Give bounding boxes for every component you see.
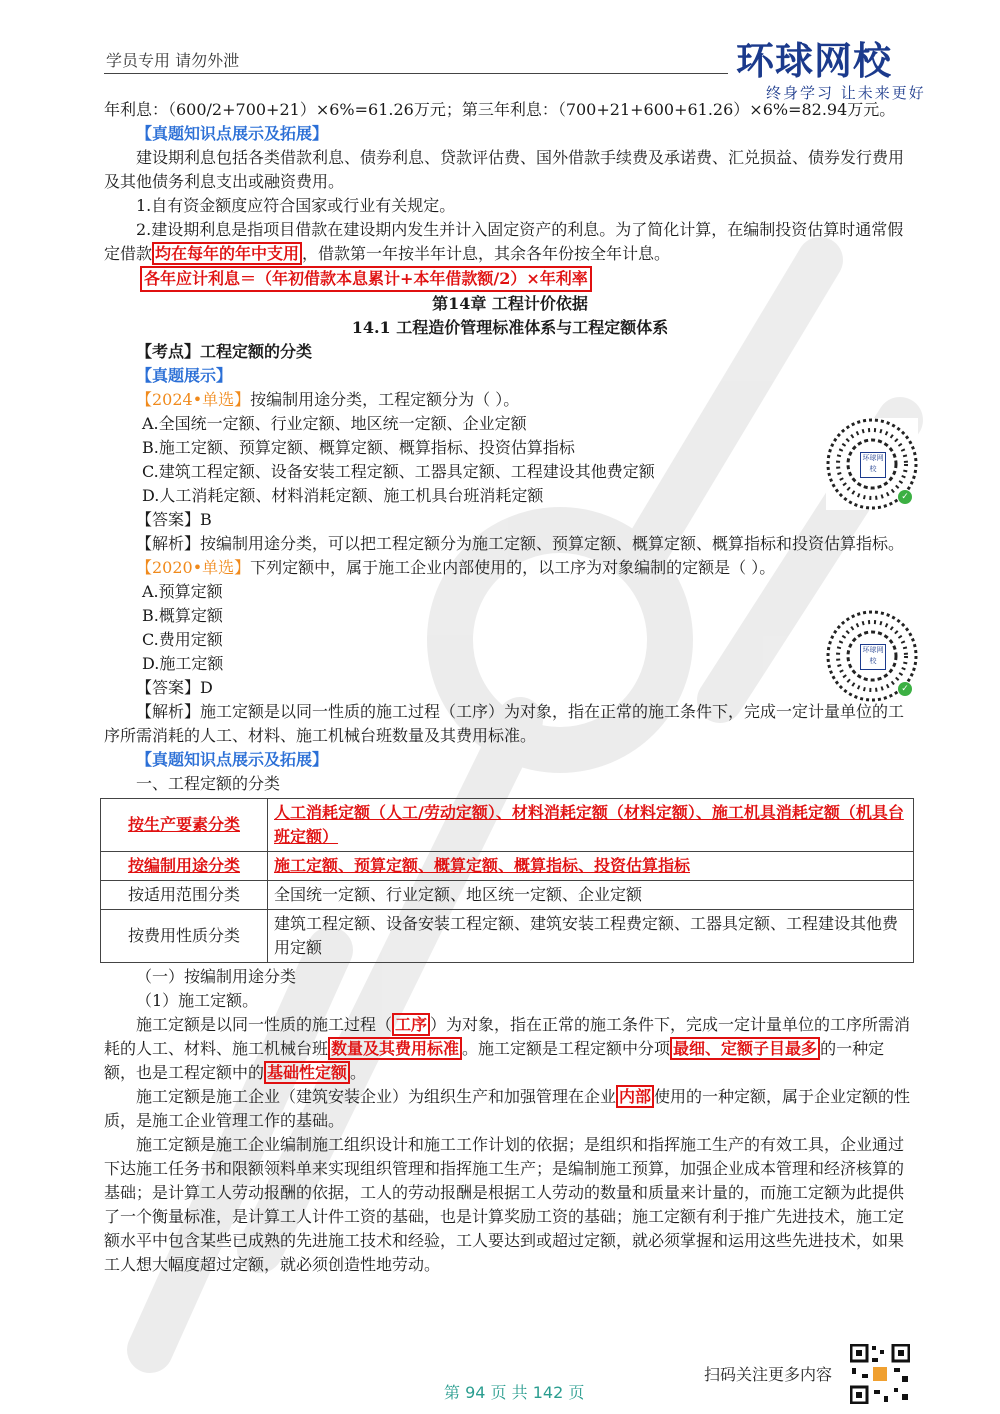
mini-program-icon: ✓ [898,490,912,504]
q1-option-a: A.全国统一定额、行业定额、地区统一定额、企业定额 [142,414,527,433]
q2-option-c: C.费用定额 [142,630,223,649]
qr-logo: 环球网校 [860,644,886,670]
paragraph-functions: 施工定额是施工企业编制施工组织设计和施工工作计划的依据；是组织和指挥施工生产的有效工具，企业通过下达施工任务书和限额领料单来实现组织管理和指挥施工生产；是编制施工预算，加强企业成本管理和经济核算的基础；是计算工人劳动报酬的依据，工人的劳动报酬是根据工人劳动的数量和质量来计量的，而施工定额为此提供了一个衡量标准，是计算工人计件工资的基础，也是计算奖励工资的基础；施工定额有利于推广先进技术，施工定额水平中包含某些已成熟的先进施工技术和经验，工人要达到或超过定额，就必须掌握和运用这些先进技术，如果工人想大幅度超过定额，就必须创造性地劳动。 [104,1135,905,1274]
brand-slogan: 终身学习 让未来更好 [766,84,926,102]
table-cell-key: 按适用范围分类 [101,881,268,910]
highlight-finest: 最细、定额子目最多 [670,1037,820,1060]
table-cell-value: 人工消耗定额（人工/劳动定额）、材料消耗定额（材料定额）、施工机具消耗定额（机具台班定额） [268,799,914,852]
extension-heading: 【真题知识点展示及拓展】 [136,124,329,143]
q1-analysis: 【解析】按编制用途分类，可以把工程定额分为施工定额、预算定额、概算定额、概算指标和投资估算指标。 [136,534,905,553]
question-1: 【2024•单选】按编制用途分类，工程定额分为（ ）。 [136,390,520,409]
interest-intro: 建设期利息包括各类借款利息、债券利息、贷款评估费、国外借款手续费及承诺费、汇兑损益、债券发行费用及其他债务利息支出或融资费用。 [104,148,905,191]
mini-program-icon: ✓ [898,682,912,696]
qr-squares-icon [850,1344,910,1404]
qr-code-icon[interactable] [826,418,918,510]
question-tag: 【2020•单选】 [136,558,251,577]
header-note: 学员专用 请勿外泄 [106,51,240,70]
qr-logo: 环球网校 [860,452,886,478]
interest-formula: 各年应计利息＝（年初借款本息累计+本年借款额/2）×年利率 [140,266,592,292]
paragraph-definition: 施工定额是以同一性质的施工过程（ 工序 ）为对象，指在正常的施工条件下，完成一定计量单位的工序所需消耗的人工、材料、施工机械台班 数量及其费用标准 。施工定额是工程定额中分项 最细、定额子目最多 的一种定额，也是工程定额中的 基础性定额 。 [104,1015,911,1082]
section-title: 14.1 工程造价管理标准体系与工程定额体系 [351,318,669,337]
table-cell-key: 按生产要素分类 [101,799,268,852]
zhenti-heading: 【真题展示】 [136,366,233,385]
paragraph-internal-use: 施工定额是施工企业（建筑安装企业）为组织生产和加强管理在企业 内部 使用的一种定额，属于企业定额的性质，是施工企业管理工作的基础。 [104,1087,911,1130]
chapter-title: 第14章 工程计价依据 [432,294,588,313]
q2-option-b: B.概算定额 [142,606,223,625]
table-cell-value: 施工定额、预算定额、概算定额、概算指标、投资估算指标 [268,852,914,881]
q2-option-d: D.施工定额 [142,654,224,673]
table-cell-value: 建筑工程定额、设备安装工程定额、建筑安装工程费定额、工器具定额、工程建设其他费用定额 [268,910,914,963]
highlight-process: 工序 [392,1013,430,1036]
table-cell-key: 按编制用途分类 [101,852,268,881]
classification-table [100,798,914,963]
q2-answer: 【答案】D [136,678,213,697]
highlight-basic: 基础性定额 [264,1061,350,1084]
extension-heading-2: 【真题知识点展示及拓展】 [136,750,329,769]
q1-option-c: C.建筑工程定额、设备安装工程定额、工器具定额、工程建设其他费定额 [142,462,655,481]
highlight-quantity: 数量及其费用标准 [328,1037,462,1060]
table-row [101,910,914,963]
rule-point-1: 1.自有资金额度应符合国家或行业有关规定。 [136,196,456,215]
highlight-internal: 内部 [616,1085,654,1108]
document-body [104,98,916,1277]
brand-logo: 环球网校 [736,39,893,83]
kaodian-heading: 【考点】工程定额的分类 [136,342,313,361]
page-number: 第 94 页 共 142 页 [444,1383,585,1402]
subheading-construction-quota: （1）施工定额。 [136,991,259,1010]
interest-calc-line: 年利息：（600/2+700+21）×6%=61.26万元；第三年利息：（700+21+600+61.26）×6%=82.94万元。 [104,100,896,119]
question-tag: 【2024•单选】 [136,390,251,409]
q2-analysis: 【解析】施工定额是以同一性质的施工过程（工序）为对象，指在正常的施工条件下，完成一定计量单位的工序所需消耗的人工、材料、施工机械台班数量及其费用标准。 [104,702,905,745]
highlight-midyear: 均在每年的年中支用 [152,242,302,265]
header-divider [104,73,728,74]
scan-note: 扫码关注更多内容 [704,1365,833,1384]
q1-option-b: B.施工定额、预算定额、概算定额、概算指标、投资估算指标 [142,438,575,457]
table-cell-key: 按费用性质分类 [101,910,268,963]
question-2: 【2020•单选】下列定额中，属于施工企业内部使用的，以工序为对象编制的定额是（ ）。 [136,558,776,577]
q2-option-a: A.预算定额 [142,582,223,601]
footer-qr-code-icon[interactable] [850,1344,910,1404]
q1-answer: 【答案】B [136,510,212,529]
table-cell-value: 全国统一定额、行业定额、地区统一定额、企业定额 [268,881,914,910]
table-row [101,799,914,852]
table-row [101,881,914,910]
subheading-classification: 一、工程定额的分类 [136,774,281,793]
table-row [101,852,914,881]
qr-code-icon[interactable] [826,610,918,702]
q1-option-d: D.人工消耗定额、材料消耗定额、施工机具台班消耗定额 [142,486,544,505]
rule-point-2: 2.建设期利息是指项目借款在建设期内发生并计入固定资产的利息。为了简化计算，在编制投资估算时通常假定借款 均在每年的年中支用 ，借款第一年按半年计息，其余各年份按全年计息。 [104,220,904,263]
subheading-by-use: （一）按编制用途分类 [136,967,297,986]
